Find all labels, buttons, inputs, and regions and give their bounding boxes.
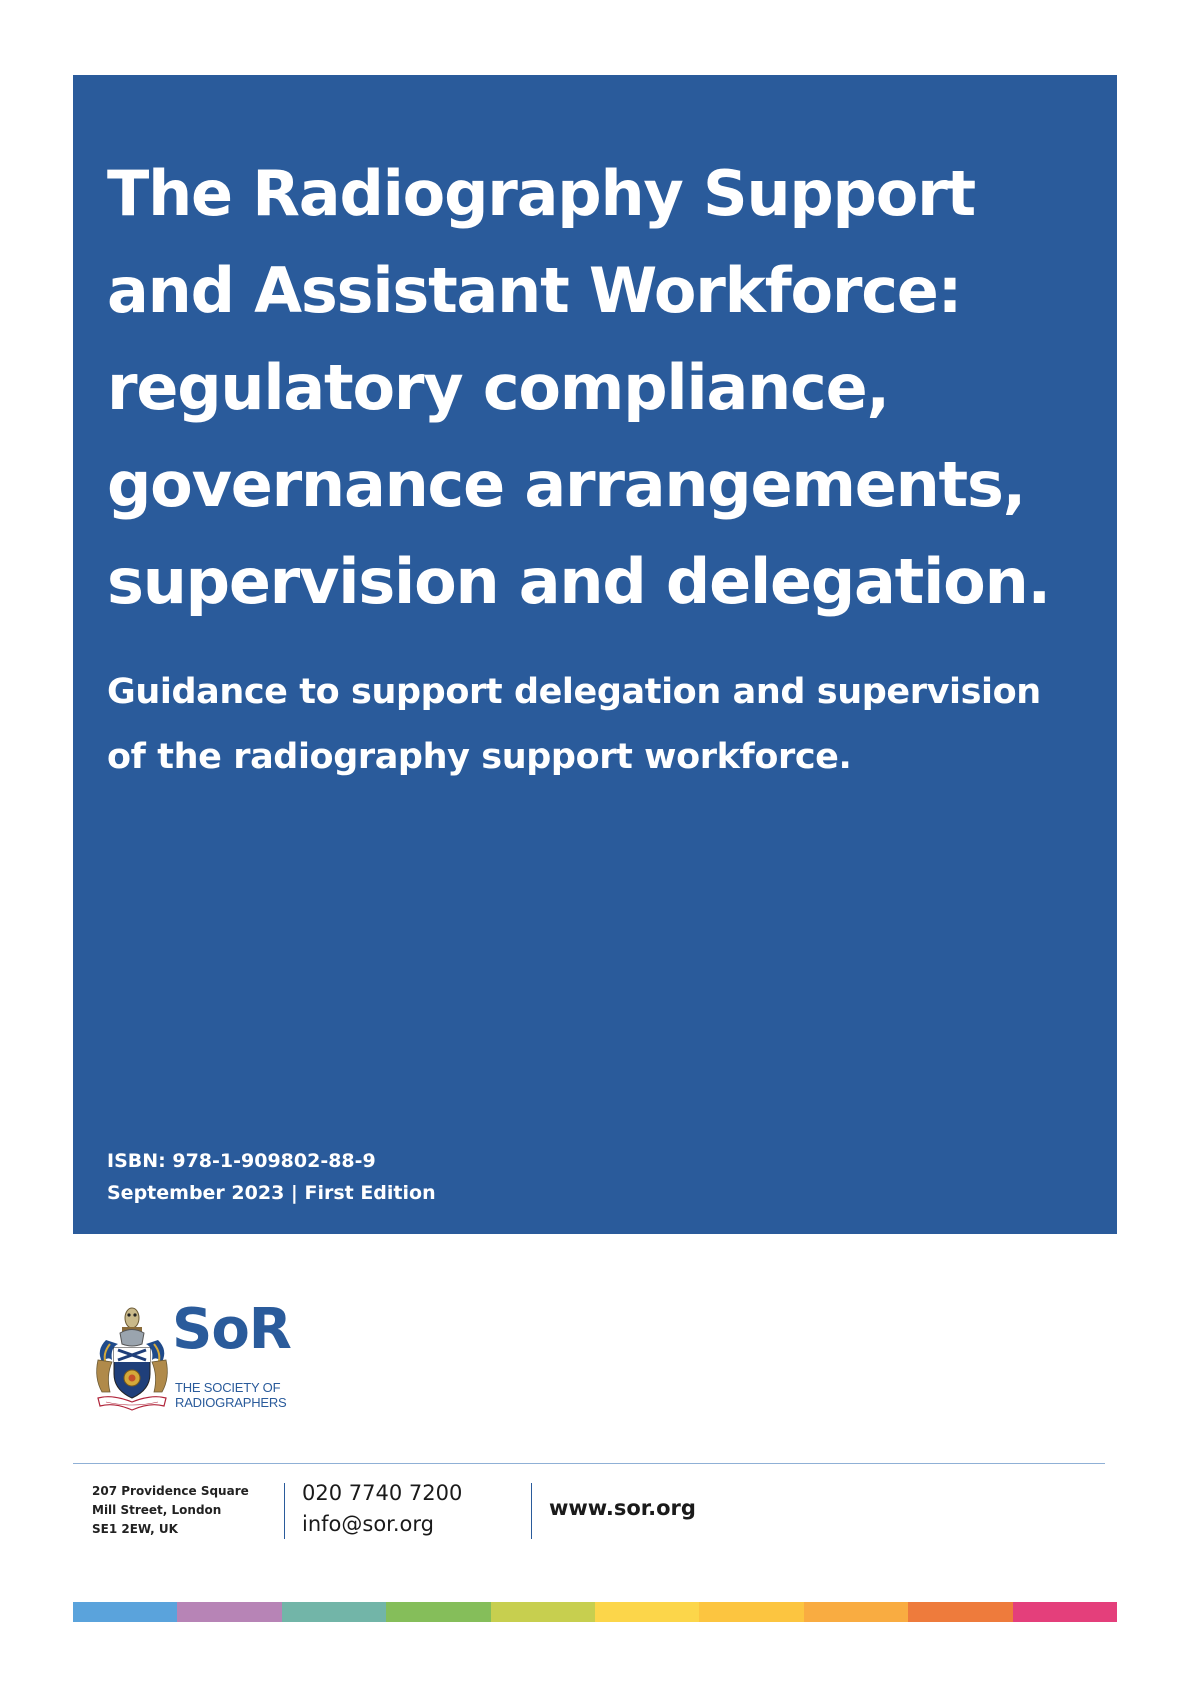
sor-logo [92, 1297, 312, 1415]
stripe-segment [282, 1602, 386, 1622]
stripe-segment [386, 1602, 490, 1622]
stripe-segment [908, 1602, 1012, 1622]
footer-separator [284, 1483, 285, 1539]
logo-wordmark: SoR [172, 1297, 291, 1362]
edition-date: September 2023 | First Edition [107, 1182, 436, 1204]
subtitle-line: Guidance to support delegation and supervision [107, 672, 1041, 712]
email-address: info@sor.org [302, 1512, 434, 1536]
contact-details [302, 1478, 462, 1540]
stripe-segment [1013, 1602, 1117, 1622]
stripe-segment [177, 1602, 281, 1622]
title-line: governance arrangements, [107, 448, 1026, 521]
stripe-segment [73, 1602, 177, 1622]
stripe-segment [491, 1602, 595, 1622]
color-stripe [73, 1602, 1117, 1622]
footer-divider [73, 1463, 1105, 1464]
isbn: ISBN: 978-1-909802-88-9 [107, 1150, 376, 1172]
coat-of-arms-icon [92, 1300, 172, 1415]
website-url: www.sor.org [549, 1496, 696, 1520]
subtitle-line: of the radiography support workforce. [107, 737, 852, 777]
stripe-segment [595, 1602, 699, 1622]
cover-panel [73, 75, 1117, 1234]
postal-address [92, 1482, 249, 1539]
address-line: Mill Street, London [92, 1503, 222, 1517]
address-line: SE1 2EW, UK [92, 1522, 178, 1536]
stripe-segment [699, 1602, 803, 1622]
publication-info [107, 1145, 436, 1209]
logo-society-name [175, 1380, 287, 1410]
title-line: The Radiography Support [107, 157, 975, 230]
document-subtitle [107, 660, 1087, 790]
footer-separator [531, 1483, 532, 1539]
society-line: RADIOGRAPHERS [175, 1395, 287, 1410]
address-line: 207 Providence Square [92, 1484, 249, 1498]
document-title [107, 145, 1087, 630]
title-line: supervision and delegation. [107, 545, 1050, 618]
title-line: regulatory compliance, [107, 351, 889, 424]
title-line: and Assistant Workforce: [107, 254, 962, 327]
stripe-segment [804, 1602, 908, 1622]
society-line: THE SOCIETY OF [175, 1380, 281, 1395]
phone-number: 020 7740 7200 [302, 1481, 463, 1505]
